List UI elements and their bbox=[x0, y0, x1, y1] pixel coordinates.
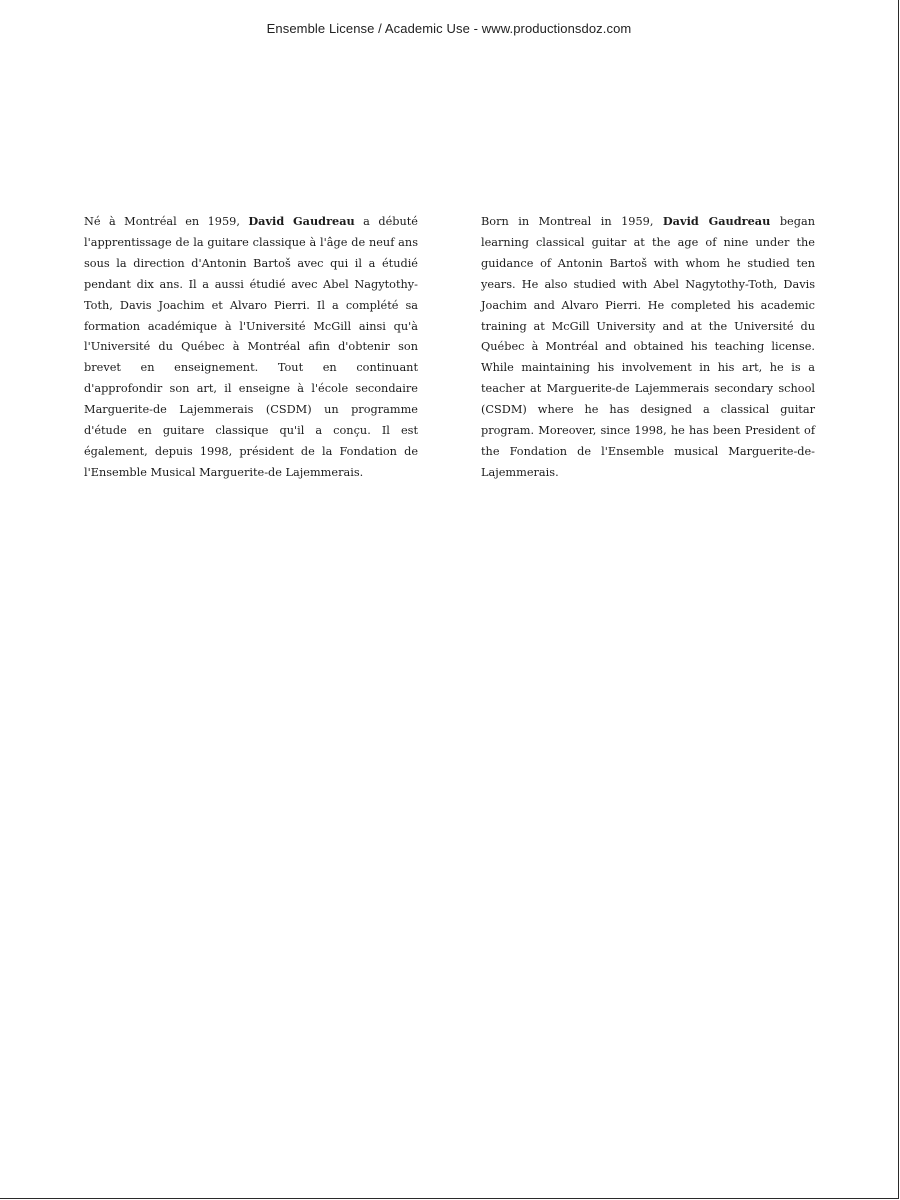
bio-en-intro: Born in Montreal in 1959, bbox=[481, 215, 663, 228]
biography-french bbox=[84, 211, 418, 484]
bio-fr-intro: Né à Montréal en 1959, bbox=[84, 215, 249, 228]
biography-english bbox=[481, 211, 815, 484]
bio-en-name: David Gaudreau bbox=[662, 214, 771, 228]
bio-fr-name: David Gaudreau bbox=[248, 214, 355, 228]
bio-fr-body: a débuté l'apprentissage de la guitare classique à l'âge de neuf ans sous la direction d'Antonin Bartoš avec qui il a étudié pendant dix ans. Il a aussi étudié avec Abel Nagytothy-Toth, Davis Joachim et Alvaro Pierri. Il a complété sa formation académique à l'Université McGill ainsi qu'à l'Université du Québec à Montréal afin d'obtenir son brevet en enseignement. Tout en continuant d'approfondir son art, il enseigne à l'école secondaire Marguerite-de Lajemmerais (CSDM) un programme d'étude en guitare classique qu'il a conçu. Il est également, depuis 1998, président de la Fondation de l'Ensemble Musical Marguerite-de Lajemmerais. bbox=[84, 215, 418, 479]
license-header: Ensemble License / Academic Use - www.productionsdoz.com bbox=[266, 21, 632, 36]
bio-en-body: began learning classical guitar at the age of nine under the guidance of Antonin Bartoš with whom he studied ten years. He also studied with Abel Nagytothy-Toth, Davis Joachim and Alvaro Pierri. He completed his academic training at McGill University and at the Université du Québec à Montréal and obtained his teaching license. While maintaining his involvement in his art, he is a teacher at Marguerite-de Lajemmerais secondary school (CSDM) where he has designed a classical guitar program. Moreover, since 1998, he has been President of the Fondation de l'Ensemble musical Marguerite-de-Lajemmerais. bbox=[481, 215, 815, 479]
